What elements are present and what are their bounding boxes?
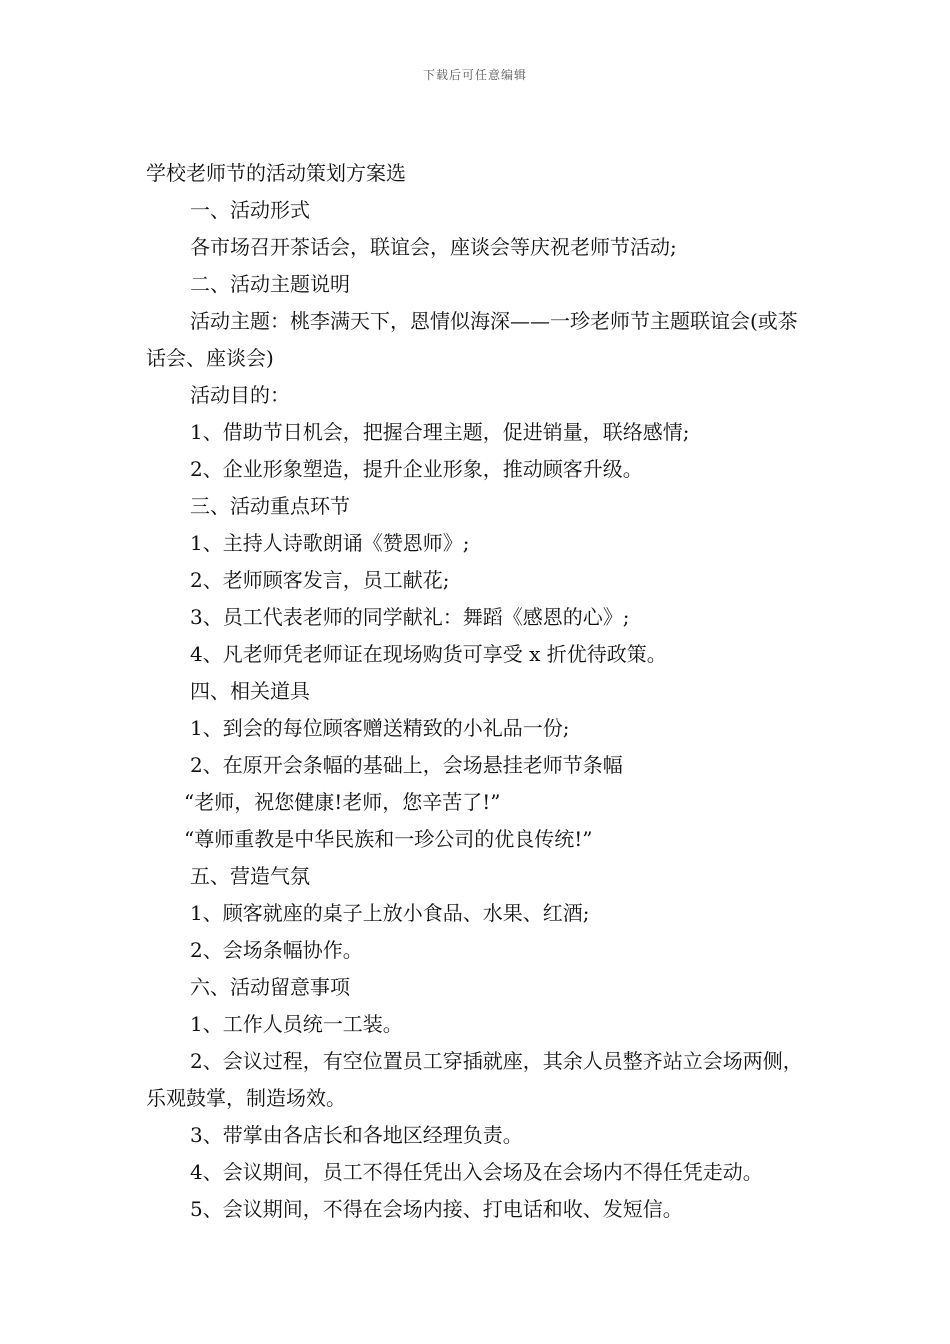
list-item: 4、会议期间，员工不得任凭出入会场及在会场内不得任凭走动。 — [190, 1160, 763, 1184]
list-item: 1、到会的每位顾客赠送精致的小礼品一份; — [190, 716, 570, 740]
paragraph: 活动主题：桃李满天下，恩情似海深——一珍老师节主题联谊会(或茶话会、座谈会) — [146, 309, 798, 370]
paragraph: 各市场召开茶话会，联谊会，座谈会等庆祝老师节活动; — [190, 235, 677, 259]
page-header: 下载后可任意编辑 — [422, 68, 527, 82]
document-body — [146, 155, 816, 1228]
list-item: 1、工作人员统一工装。 — [190, 1012, 403, 1036]
list-item: 5、会议期间，不得在会场内接、打电话和收、发短信。 — [190, 1197, 683, 1221]
list-item: 4、凡老师凭老师证在现场购货可享受 x 折优待政策。 — [190, 642, 667, 666]
list-item: 3、带掌由各店长和各地区经理负责。 — [190, 1123, 523, 1147]
section-heading: 五、营造气氛 — [190, 864, 310, 888]
document-title: 学校老师节的活动策划方案选 — [146, 161, 406, 185]
section-heading: 四、相关道具 — [190, 679, 310, 703]
section-heading: 三、活动重点环节 — [190, 494, 350, 518]
banner-quote: “尊师重教是中华民族和一珍公司的优良传统!” — [184, 827, 593, 851]
section-heading: 二、活动主题说明 — [190, 272, 350, 296]
section-heading: 六、活动留意事项 — [190, 975, 350, 999]
list-item: 2、企业形象塑造，提升企业形象，推动顾客升级。 — [190, 457, 643, 481]
list-item: 1、顾客就座的桌子上放小食品、水果、红酒; — [190, 901, 590, 925]
list-item: 2、在原开会条幅的基础上，会场悬挂老师节条幅 — [190, 753, 623, 777]
banner-quote: “老师，祝您健康!老师，您辛苦了!” — [184, 790, 501, 814]
list-item: 2、会场条幅协作。 — [190, 938, 363, 962]
list-item: 1、借助节日机会，把握合理主题，促进销量，联络感情; — [190, 420, 690, 444]
list-item: 2、会议过程，有空位置员工穿插就座，其余人员整齐站立会场两侧，乐观鼓掌，制造场效。 — [146, 1049, 803, 1110]
list-item: 3、员工代表老师的同学献礼：舞蹈《感恩的心》; — [190, 605, 630, 629]
list-item: 2、老师顾客发言，员工献花; — [190, 568, 450, 592]
list-item: 1、主持人诗歌朗诵《赞恩师》; — [190, 531, 470, 555]
paragraph: 活动目的： — [190, 383, 290, 407]
section-heading: 一、活动形式 — [190, 198, 310, 222]
